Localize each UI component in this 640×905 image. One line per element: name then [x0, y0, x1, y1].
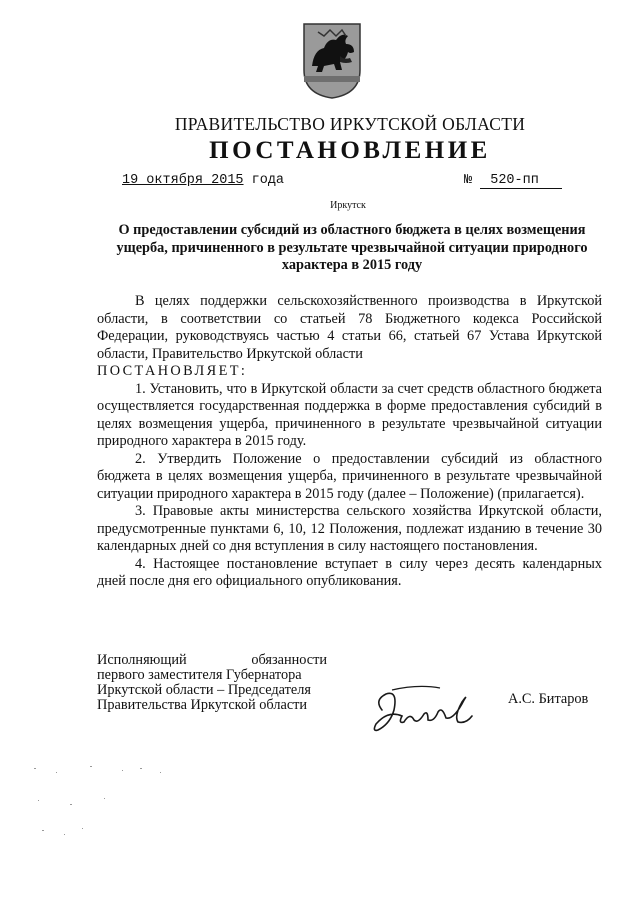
- clause-2: 2. Утвердить Положение о предоставлении субсидий из областного бюджета в целях возмещения ущерба, причиненного в результате чрезвычайной ситуации природного характера в 2015 году (далее – Положение) (прилагается).: [97, 450, 602, 502]
- intro-paragraph: В целях поддержки сельскохозяйственного производства в Иркутской области, в соответствии со статьей 78 Бюджетного кодекса Российской Федерации, руководствуясь частью 4 статьи 66, статьей 67 Устава Иркутской области, Правительство Иркутской области: [97, 293, 602, 362]
- government-title: ПРАВИТЕЛЬСТВО ИРКУТСКОЙ ОБЛАСТИ: [174, 114, 526, 134]
- number-value: 520-пп: [480, 173, 562, 189]
- signatory-position: [97, 653, 327, 713]
- coat-of-arms-irkutsk-icon: [300, 20, 364, 100]
- clause-4: 4. Настоящее постановление вступает в силу через десять календарных дней после дня его официального опубликования.: [97, 555, 602, 589]
- number-sign: №: [464, 173, 473, 188]
- date-value: 19 октября 2015: [122, 173, 244, 188]
- decree-heading: ПОСТАНОВЛЯЕТ:: [97, 363, 248, 379]
- document-date: [122, 173, 284, 188]
- handwritten-signature: [368, 680, 478, 740]
- city: Иркутск: [330, 200, 366, 211]
- position-line-1b: обязанности: [251, 652, 327, 668]
- document-body: [97, 293, 602, 591]
- clause-1: 1. Установить, что в Иркутской области за счет средств областного бюджета осуществляется государственная поддержка в форме предоставления субсидий в целях возмещения ущерба, причиненного в результате чрезвычайной ситуации природного характера в 2015 году.: [97, 380, 602, 449]
- clause-3: 3. Правовые акты министерства сельского хозяйства Иркутской области, предусмотренные пунктами 6, 10, 12 Положения, подлежат изданию в течение 30 календарных дней со дня вступления в силу настоящего постановления.: [97, 503, 602, 554]
- scan-noise: [30, 760, 200, 850]
- document-type: ПОСТАНОВЛЕНИЕ: [209, 137, 491, 164]
- document-number: [464, 173, 562, 189]
- date-suffix: года: [243, 173, 285, 188]
- position-line-4: Правительства Иркутской области: [97, 697, 308, 713]
- position-line-1a: Исполняющий: [97, 652, 187, 668]
- document-subject: О предоставлении субсидий из областного бюджета в целях возмещения ущерба, причиненного в результате чрезвычайной ситуации природного характера в 2015 году: [116, 222, 588, 273]
- position-line-2: первого заместителя Губернатора: [97, 667, 302, 683]
- signer-name: А.С. Битаров: [508, 691, 589, 707]
- position-line-3: Иркутской области – Председателя: [97, 682, 311, 698]
